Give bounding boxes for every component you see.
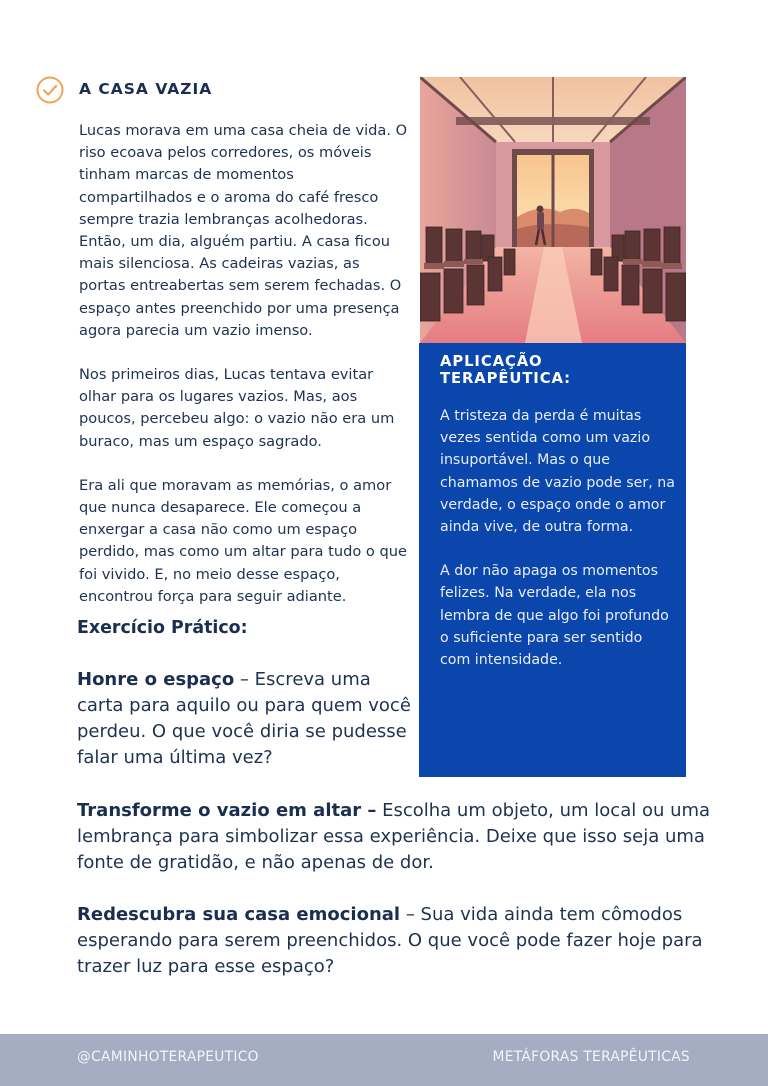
story-paragraph: Lucas morava em uma casa cheia de vida. O riso ecoava pelos corredores, os móveis tinham marcas de momentos compartilhados e o aroma do café fresco sempre trazia lembranças acolhedoras. Então, um dia, alguém partiu. A casa ficou mais silenciosa. As cadeiras vazias, as portas entreabertas sem serem fechadas. O espaço antes preenchido por uma presença agora parecia um vazio imenso. [79, 122, 408, 339]
application-paragraph: A dor não apaga os momentos felizes. Na verdade, ela nos lembra de que algo foi profundo o suficiente para ser sentido com intensidade. [440, 563, 669, 669]
exercise-item [77, 667, 422, 771]
footer [0, 1034, 768, 1086]
page-title: A CASA VAZIA [79, 80, 213, 98]
therapeutic-application-box [419, 343, 686, 777]
exercise-item [77, 798, 717, 876]
application-paragraph: A tristeza da perda é muitas vezes sentida como um vazio insuportável. Mas o que chamamos de vazio pode ser, na verdade, o espaço onde o amor ainda vive, de outra forma. [440, 408, 675, 536]
exercise-item [77, 902, 717, 980]
application-title: APLICAÇÃO TERAPÊUTICA: [440, 353, 571, 387]
exercise-item-heading: Transforme o vazio em altar – [77, 800, 377, 821]
exercise-item-text: – Sua vida ainda tem cômodos esperando para serem preenchidos. O que você pode fazer hoje para trazer luz para esse espaço? [77, 904, 703, 977]
exercise-item-heading: Honre o espaço [77, 669, 235, 690]
footer-handle: @CAMINHOTERAPEUTICO [77, 1049, 259, 1065]
story-text [79, 120, 409, 630]
exercise-item-text: – Escreva uma carta para aquilo ou para quem você perdeu. O que você diria se pudesse falar uma última vez? [77, 669, 411, 768]
exercise-title: Exercício Prático: [77, 618, 248, 638]
story-paragraph: Nos primeiros dias, Lucas tentava evitar olhar para os lugares vazios. Mas, aos poucos, percebeu algo: o vazio não era um buraco, mas um espaço sagrado. [79, 366, 395, 450]
footer-series-title: METÁFORAS TERAPÊUTICAS [492, 1049, 690, 1065]
exercise-item-heading: Redescubra sua casa emocional [77, 904, 401, 925]
empty-room-illustration [420, 77, 686, 343]
story-paragraph: Era ali que moravam as memórias, o amor que nunca desaparece. Ele começou a enxergar a casa não como um espaço perdido, mas como um altar para tudo o que foi vivido. E, no meio desse espaço, encontrou força para seguir adiante. [79, 476, 407, 605]
exercise-item-text: Escolha um objeto, um local ou uma lembrança para simbolizar essa experiência. Deixe que isso seja uma fonte de gratidão, e não apenas de dor. [77, 800, 711, 873]
check-circle-icon [35, 75, 65, 105]
